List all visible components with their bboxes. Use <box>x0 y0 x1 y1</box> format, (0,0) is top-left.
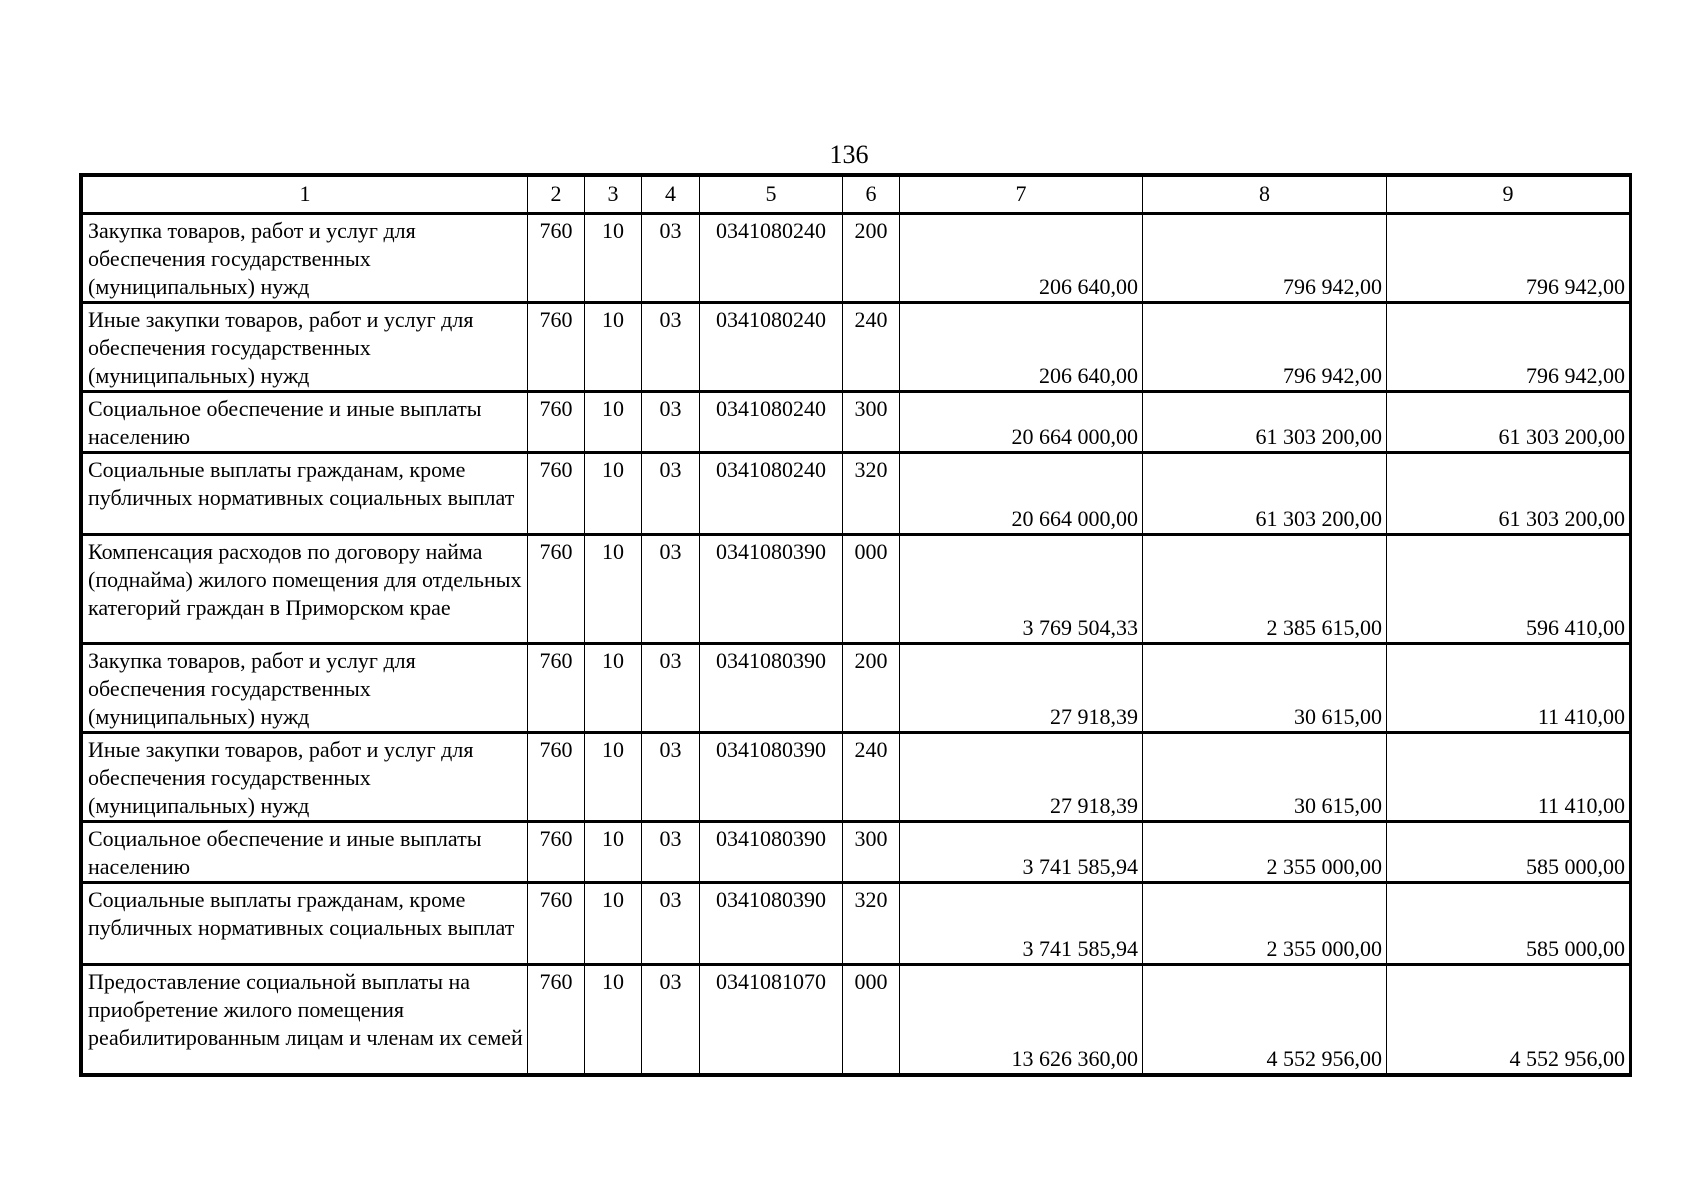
amount-col7-cell <box>900 535 1143 644</box>
expense-name-cell: Социальные выплаты гражданам, кроме публичных нормативных социальных выплат <box>83 453 528 535</box>
amount-col7-cell-value: 27 918,39 <box>1050 704 1138 729</box>
amount-col8-cell <box>1143 883 1387 965</box>
ministry-code-cell: 760 <box>528 644 585 733</box>
amount-col7-cell <box>900 965 1143 1074</box>
amount-col9-cell-value: 585 000,00 <box>1526 936 1625 961</box>
amount-col9-cell-value: 4 552 956,00 <box>1509 1046 1625 1071</box>
amount-col8-cell <box>1143 453 1387 535</box>
column-header: 7 <box>900 177 1143 214</box>
ministry-code-cell: 760 <box>528 214 585 303</box>
expense-type-code-cell: 240 <box>843 733 900 822</box>
amount-col9-cell-value: 61 303 200,00 <box>1498 424 1625 449</box>
table-body <box>83 214 1630 1074</box>
column-header: 6 <box>843 177 900 214</box>
amount-col9-cell-value: 11 410,00 <box>1537 793 1625 818</box>
amount-col9-cell-value: 585 000,00 <box>1526 854 1625 879</box>
expense-type-code-cell: 300 <box>843 392 900 453</box>
section-code-cell: 10 <box>585 644 642 733</box>
budget-table-frame <box>79 173 1632 1077</box>
table-row <box>83 822 1630 883</box>
ministry-code-cell: 760 <box>528 303 585 392</box>
column-header: 4 <box>642 177 700 214</box>
subsection-code-cell: 03 <box>642 965 700 1074</box>
page-number: 136 <box>829 140 869 169</box>
amount-col7-cell <box>900 883 1143 965</box>
section-code-cell: 10 <box>585 392 642 453</box>
table-row <box>83 883 1630 965</box>
target-article-code-cell: 0341080390 <box>700 644 843 733</box>
section-code-cell: 10 <box>585 214 642 303</box>
amount-col8-cell-value: 796 942,00 <box>1283 363 1382 388</box>
amount-col7-cell <box>900 733 1143 822</box>
amount-col9-cell <box>1387 644 1630 733</box>
expense-type-code-cell: 000 <box>843 535 900 644</box>
column-header: 1 <box>83 177 528 214</box>
subsection-code-cell: 03 <box>642 535 700 644</box>
amount-col8-cell-value: 30 615,00 <box>1294 793 1382 818</box>
expense-type-code-cell: 300 <box>843 822 900 883</box>
amount-col9-cell <box>1387 392 1630 453</box>
expense-type-code-cell: 320 <box>843 453 900 535</box>
amount-col7-cell-value: 20 664 000,00 <box>1011 506 1138 531</box>
amount-col7-cell <box>900 453 1143 535</box>
expense-name-cell: Социальные выплаты гражданам, кроме публичных нормативных социальных выплат <box>83 883 528 965</box>
amount-col8-cell-value: 61 303 200,00 <box>1255 506 1382 531</box>
amount-col7-cell-value: 206 640,00 <box>1039 274 1138 299</box>
table-row <box>83 535 1630 644</box>
amount-col8-cell <box>1143 392 1387 453</box>
amount-col7-cell-value: 20 664 000,00 <box>1011 424 1138 449</box>
target-article-code-cell: 0341080240 <box>700 303 843 392</box>
amount-col8-cell-value: 2 385 615,00 <box>1266 615 1382 640</box>
amount-col9-cell <box>1387 965 1630 1074</box>
expense-name-cell: Компенсация расходов по договору найма (поднайма) жилого помещения для отдельных категорий граждан в Приморском крае <box>83 535 528 644</box>
amount-col7-cell <box>900 392 1143 453</box>
amount-col9-cell <box>1387 822 1630 883</box>
table-row <box>83 644 1630 733</box>
amount-col8-cell-value: 61 303 200,00 <box>1255 424 1382 449</box>
target-article-code-cell: 0341080390 <box>700 883 843 965</box>
amount-col8-cell-value: 4 552 956,00 <box>1266 1046 1382 1071</box>
amount-col8-cell <box>1143 822 1387 883</box>
amount-col8-cell-value: 2 355 000,00 <box>1266 936 1382 961</box>
amount-col8-cell-value: 2 355 000,00 <box>1266 854 1382 879</box>
ministry-code-cell: 760 <box>528 822 585 883</box>
subsection-code-cell: 03 <box>642 392 700 453</box>
amount-col7-cell-value: 206 640,00 <box>1039 363 1138 388</box>
section-code-cell: 10 <box>585 453 642 535</box>
expense-type-code-cell: 240 <box>843 303 900 392</box>
subsection-code-cell: 03 <box>642 214 700 303</box>
table-row <box>83 303 1630 392</box>
column-header: 5 <box>700 177 843 214</box>
table-row <box>83 214 1630 303</box>
amount-col7-cell-value: 3 741 585,94 <box>1022 936 1138 961</box>
amount-col9-cell-value: 11 410,00 <box>1537 704 1625 729</box>
target-article-code-cell: 0341081070 <box>700 965 843 1074</box>
column-header: 3 <box>585 177 642 214</box>
subsection-code-cell: 03 <box>642 453 700 535</box>
amount-col8-cell <box>1143 214 1387 303</box>
column-header: 8 <box>1143 177 1387 214</box>
amount-col9-cell <box>1387 453 1630 535</box>
section-code-cell: 10 <box>585 965 642 1074</box>
amount-col7-cell <box>900 303 1143 392</box>
expense-name-cell: Закупка товаров, работ и услуг для обеспечения государственных (муниципальных) нужд <box>83 214 528 303</box>
ministry-code-cell: 760 <box>528 453 585 535</box>
amount-col8-cell-value: 796 942,00 <box>1283 274 1382 299</box>
amount-col9-cell <box>1387 214 1630 303</box>
amount-col7-cell <box>900 214 1143 303</box>
expense-name-cell: Иные закупки товаров, работ и услуг для обеспечения государственных (муниципальных) нужд <box>83 733 528 822</box>
column-header: 9 <box>1387 177 1630 214</box>
budget-table <box>82 176 1630 1074</box>
amount-col7-cell-value: 3 741 585,94 <box>1022 854 1138 879</box>
expense-name-cell: Предоставление социальной выплаты на приобретение жилого помещения реабилитированным лицам и членам их семей <box>83 965 528 1074</box>
amount-col8-cell <box>1143 733 1387 822</box>
amount-col7-cell-value: 27 918,39 <box>1050 793 1138 818</box>
section-code-cell: 10 <box>585 733 642 822</box>
section-code-cell: 10 <box>585 303 642 392</box>
target-article-code-cell: 0341080390 <box>700 535 843 644</box>
amount-col8-cell <box>1143 965 1387 1074</box>
subsection-code-cell: 03 <box>642 883 700 965</box>
column-header: 2 <box>528 177 585 214</box>
expense-type-code-cell: 200 <box>843 214 900 303</box>
expense-name-cell: Социальное обеспечение и иные выплаты населению <box>83 392 528 453</box>
amount-col9-cell <box>1387 303 1630 392</box>
expense-name-cell: Иные закупки товаров, работ и услуг для обеспечения государственных (муниципальных) нужд <box>83 303 528 392</box>
expense-type-code-cell: 000 <box>843 965 900 1074</box>
amount-col9-cell-value: 796 942,00 <box>1526 274 1625 299</box>
header-row <box>83 177 1630 214</box>
target-article-code-cell: 0341080240 <box>700 453 843 535</box>
amount-col9-cell <box>1387 733 1630 822</box>
amount-col8-cell <box>1143 535 1387 644</box>
amount-col8-cell-value: 30 615,00 <box>1294 704 1382 729</box>
amount-col8-cell <box>1143 303 1387 392</box>
section-code-cell: 10 <box>585 822 642 883</box>
amount-col9-cell-value: 596 410,00 <box>1526 615 1625 640</box>
amount-col9-cell <box>1387 883 1630 965</box>
expense-type-code-cell: 320 <box>843 883 900 965</box>
target-article-code-cell: 0341080390 <box>700 733 843 822</box>
ministry-code-cell: 760 <box>528 883 585 965</box>
table-row <box>83 453 1630 535</box>
target-article-code-cell: 0341080240 <box>700 392 843 453</box>
amount-col7-cell-value: 13 626 360,00 <box>1011 1046 1138 1071</box>
subsection-code-cell: 03 <box>642 822 700 883</box>
table-row <box>83 392 1630 453</box>
ministry-code-cell: 760 <box>528 733 585 822</box>
amount-col7-cell-value: 3 769 504,33 <box>1022 615 1138 640</box>
amount-col9-cell-value: 61 303 200,00 <box>1498 506 1625 531</box>
ministry-code-cell: 760 <box>528 535 585 644</box>
section-code-cell: 10 <box>585 883 642 965</box>
ministry-code-cell: 760 <box>528 965 585 1074</box>
amount-col7-cell <box>900 644 1143 733</box>
table-row <box>83 965 1630 1074</box>
expense-name-cell: Закупка товаров, работ и услуг для обеспечения государственных (муниципальных) нужд <box>83 644 528 733</box>
amount-col9-cell <box>1387 535 1630 644</box>
amount-col9-cell-value: 796 942,00 <box>1526 363 1625 388</box>
amount-col7-cell <box>900 822 1143 883</box>
expense-type-code-cell: 200 <box>843 644 900 733</box>
expense-name-cell: Социальное обеспечение и иные выплаты населению <box>83 822 528 883</box>
amount-col8-cell <box>1143 644 1387 733</box>
ministry-code-cell: 760 <box>528 392 585 453</box>
table-row <box>83 733 1630 822</box>
target-article-code-cell: 0341080240 <box>700 214 843 303</box>
subsection-code-cell: 03 <box>642 644 700 733</box>
subsection-code-cell: 03 <box>642 303 700 392</box>
target-article-code-cell: 0341080390 <box>700 822 843 883</box>
section-code-cell: 10 <box>585 535 642 644</box>
subsection-code-cell: 03 <box>642 733 700 822</box>
